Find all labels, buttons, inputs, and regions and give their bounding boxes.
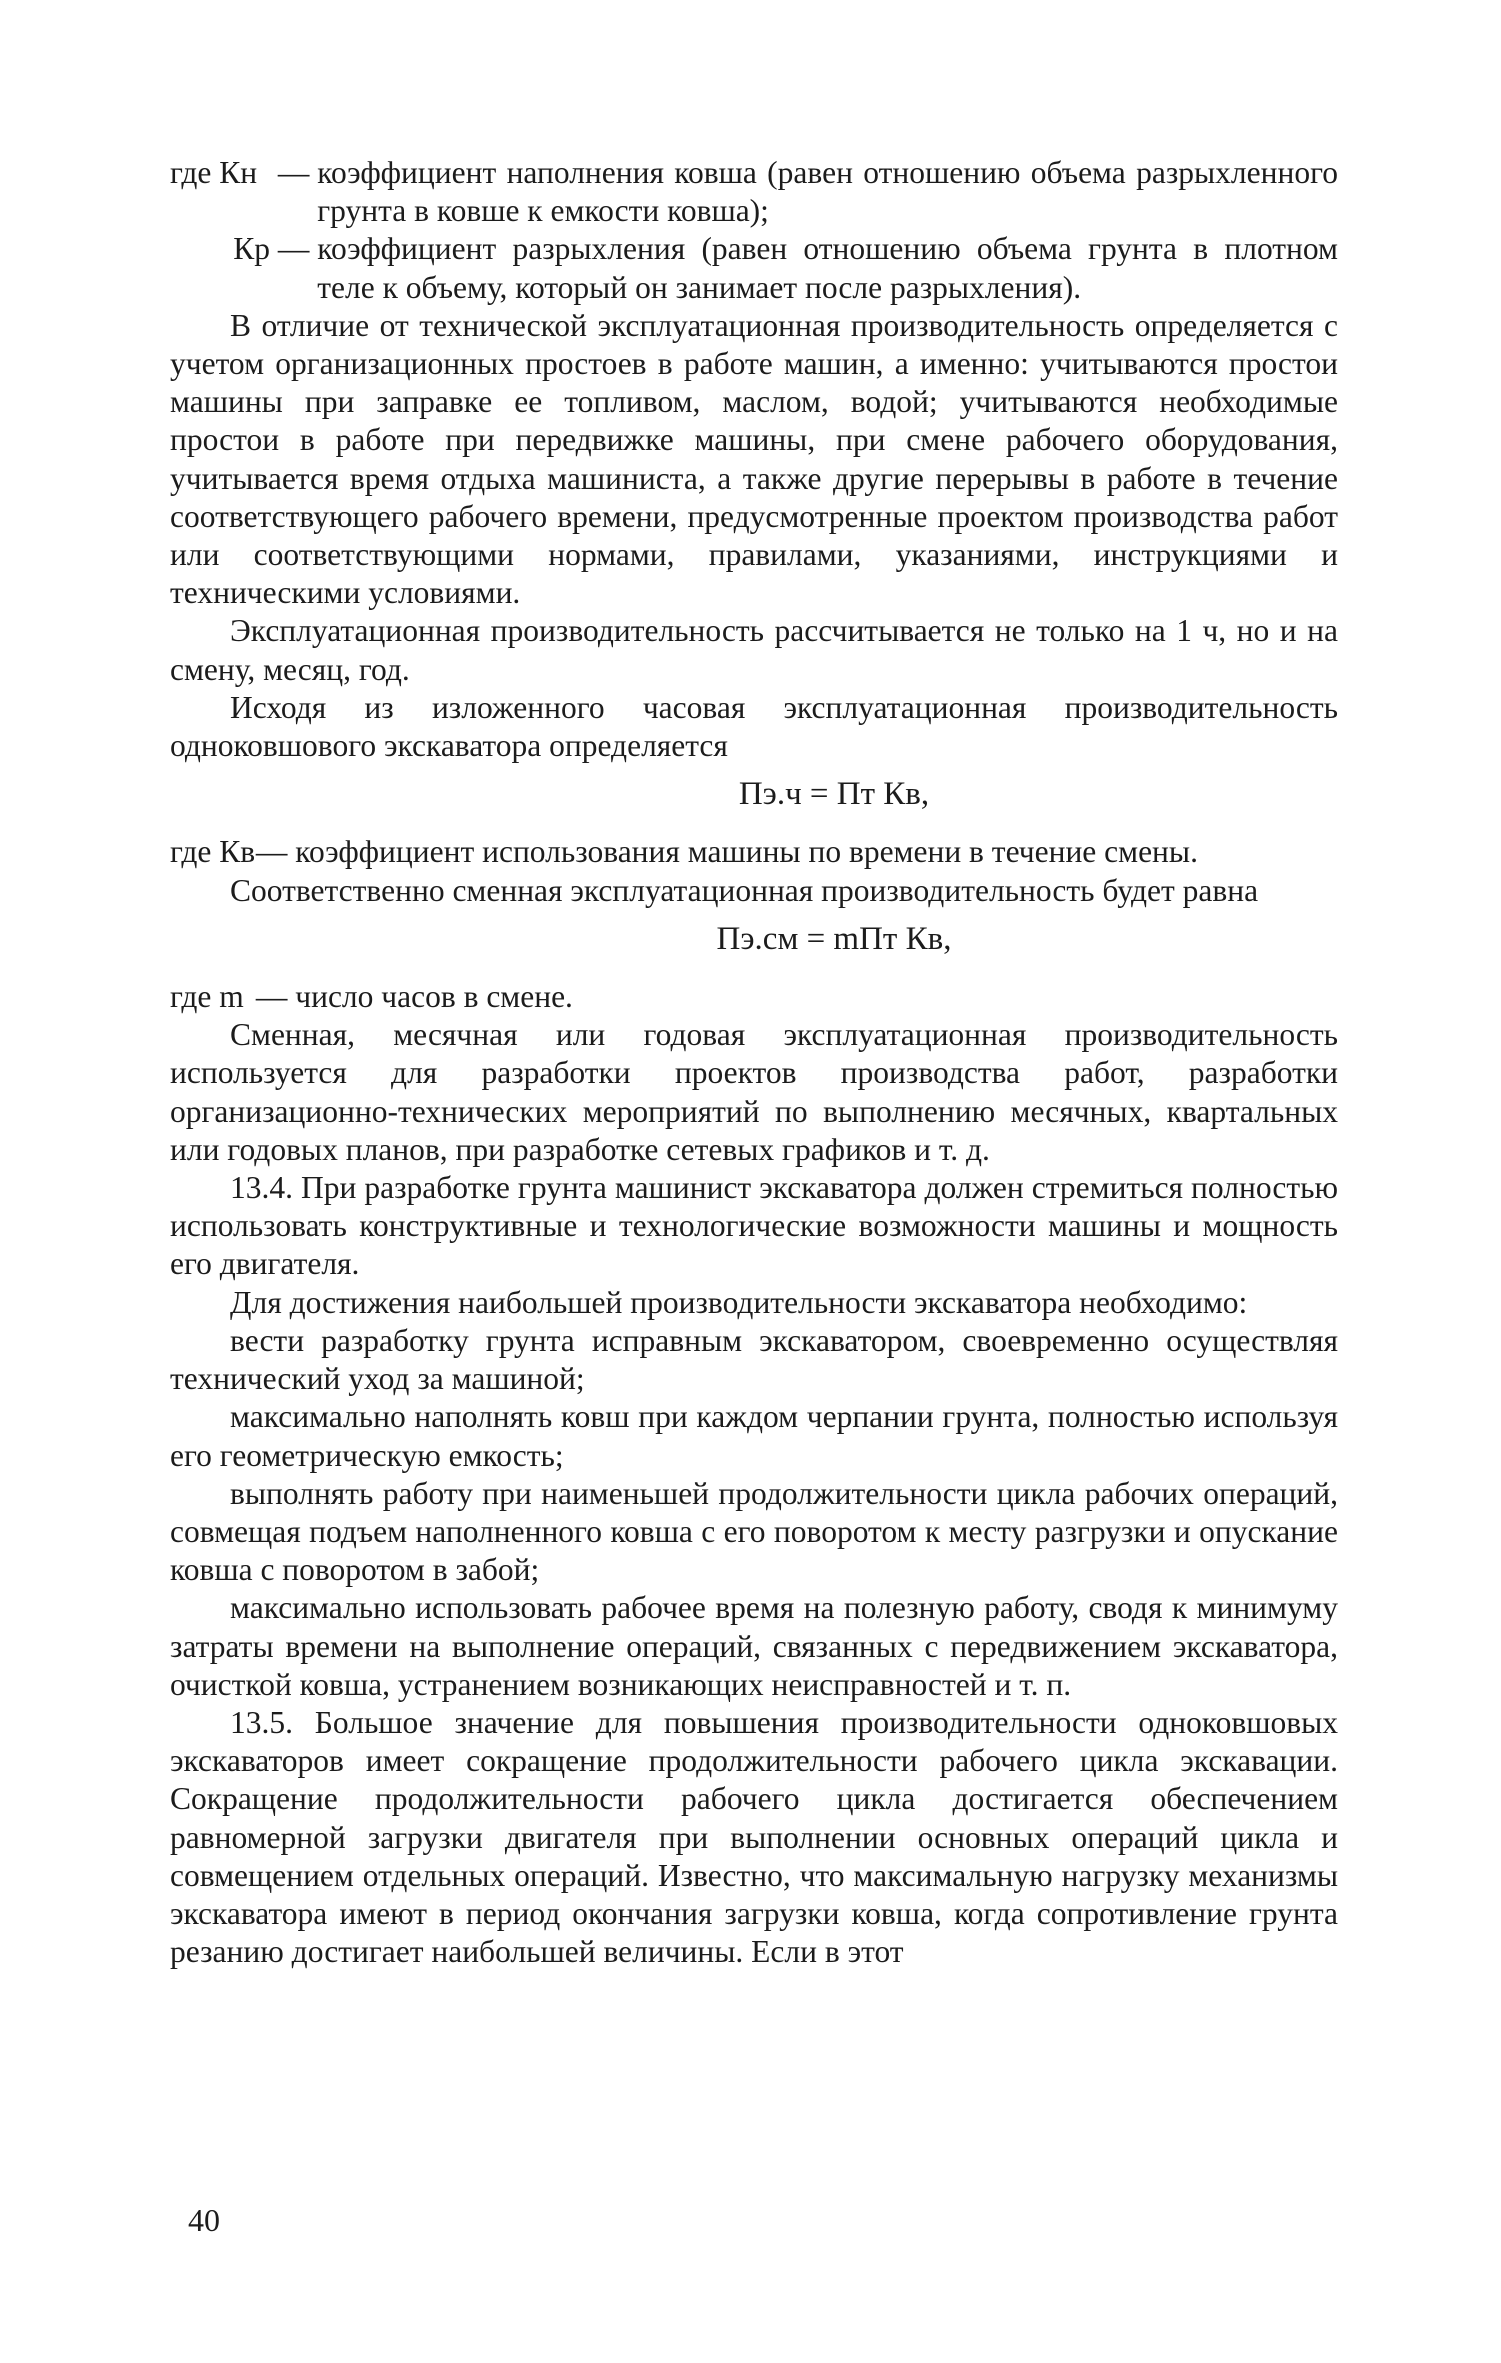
definition-kv [170,833,1338,871]
definition-symbol: где Кн [170,155,258,190]
definition-symbol: где m [170,979,244,1015]
paragraph: Сменная, месячная или годовая эксплуатационная производительность используется для разработки проектов производства работ, разработки организационно-технических мероприятий по выполнению месячных, квартальных или годовых планов, при разработке сетевых графиков и т. д. [170,1017,1338,1167]
list-item: вести разработку грунта исправным экскаватором, своевременно осуществляя технический уход за машиной; [170,1322,1338,1397]
definition-dash: — [270,155,318,190]
definition-dash: — [270,231,318,267]
definition-symbol: Кр [233,231,270,267]
list-item: максимально использовать рабочее время на полезную работу, сводя к минимуму затраты времени на выполнение операций, связанных с передвижением экскаватора, очисткой ковша, устранением возникающих неисправностей и т. п. [170,1590,1338,1702]
definition-text: число часов в смене. [295,979,573,1015]
paragraph: В отличие от технической эксплуатационная производительность определяется с учетом организационных простоев в работе машин, а именно: учитываются простои машины при заправке ее топливом, маслом, водой; учитываются необходимые простои в работе при передвижке машины, при смене рабочего оборудования, учитывается время отдыха машиниста, а также другие перерывы в работе в течение соответствующего рабочего времени, предусмотренные проектом производства работ или соответствующими нормами, правилами, указаниями, инструкциями и техническими условиями. [170,307,1338,611]
definition-kn [170,154,1338,230]
definition-text: коэффициент использования машины по времени в течение смены. [295,834,1198,870]
definition-dash: — [248,834,296,870]
list-item: максимально наполнять ковш при каждом черпании грунта, полностью используя его геометрическую емкость; [170,1399,1338,1473]
formula-shift-productivity: Пэ.см = mПт Кв, [716,920,952,957]
definition-symbol: где Кв [170,834,256,870]
definition-m [170,978,1338,1016]
definition-text: коэффициент разрыхления (равен отношению объема грунта в плотном теле к объему, который он занимает после разрыхления). [317,231,1338,305]
paragraph: Соответственно сменная эксплуатационная производительность будет равна [230,872,1259,908]
paragraph-section-13-4: 13.4. При разработке грунта машинист экскаватора должен стремиться полностью использовать конструктивные и технологические возможности машины и мощность его двигателя. [170,1170,1338,1282]
paragraph: Эксплуатационная производительность рассчитывается не только на 1 ч, но и на смену, месяц, год. [170,613,1338,687]
paragraph: Исходя из изложенного часовая эксплуатационная производительность одноковшового экскаватора определяется [170,689,1338,764]
list-item: выполнять работу при наименьшей продолжительности цикла рабочих операций, совмещая подъем наполненного ковша с его поворотом к месту разгрузки и опускание ковша с поворотом в забой; [170,1475,1338,1588]
definition-text: коэффициент наполнения ковша (равен отношению объема разрыхленного грунта в ковше к емкости ковша); [317,155,1338,229]
page-body [170,154,1338,1971]
definition-dash: — [248,979,296,1015]
formula-hourly-productivity: Пэ.ч = Пт Кв, [738,776,930,813]
page-number: 40 [188,2202,220,2238]
paragraph: Для достижения наибольшей производительности экскаватора необходимо: [230,1284,1248,1320]
definition-kr [170,230,1338,306]
paragraph-section-13-5: 13.5. Большое значение для повышения производительности одноковшовых экскаваторов имеет сокращение продолжительности рабочего цикла экскавации. Сокращение продолжительности рабочего цикла достигается обеспечением равномерной загрузки двигателя при выполнении основных операций цикла и совмещением отдельных операций. Известно, что максимальную нагрузку механизмы экскаватора имеют в период окончания загрузки ковша, когда сопротивление грунта резанию достигает наибольшей величины. Если в этот [170,1704,1338,1970]
